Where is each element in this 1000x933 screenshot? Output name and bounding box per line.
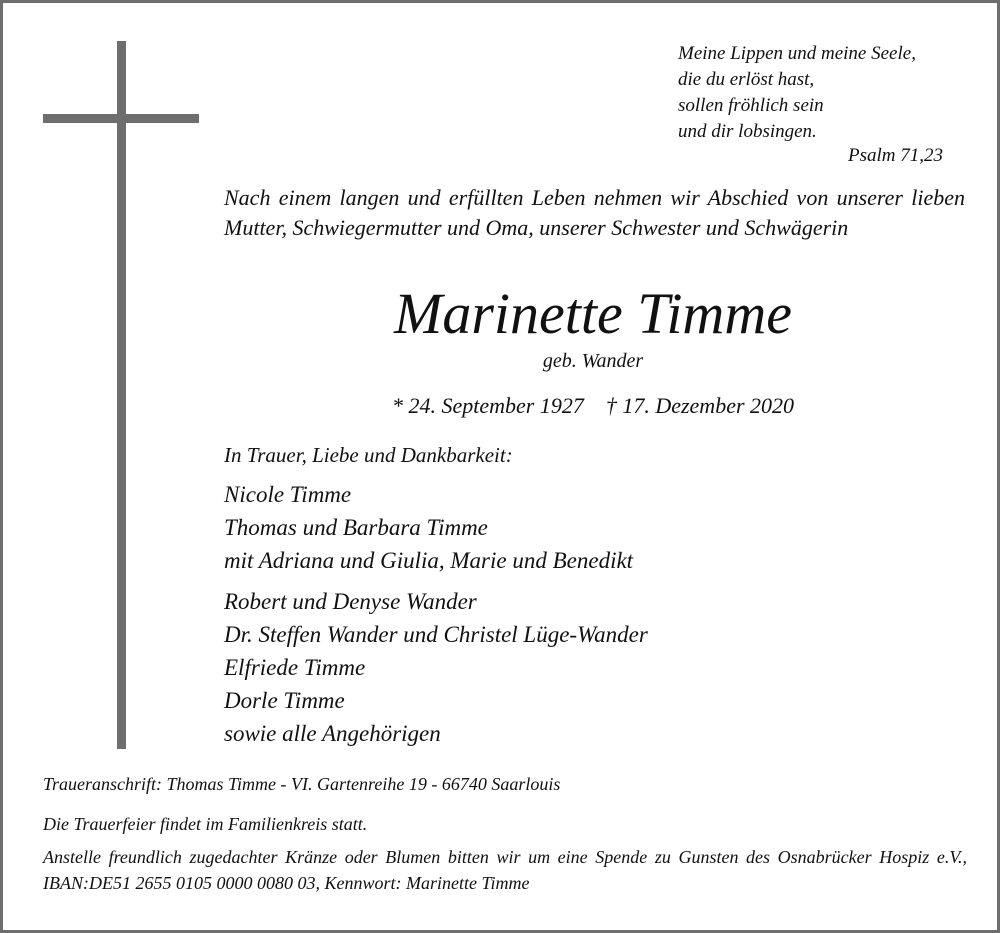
psalm-reference: Psalm 71,23 (848, 145, 943, 166)
mourners-group-1 (224, 478, 633, 577)
mourners-group-2 (224, 585, 648, 750)
mourner-name: Nicole Timme (224, 482, 352, 507)
maiden-name: geb. Wander (542, 350, 644, 372)
cross-symbol-vertical (117, 41, 126, 749)
psalm-line: und dir lobsingen. (678, 121, 817, 142)
mourner-name: Thomas und Barbara Timme (224, 515, 488, 540)
deceased-name: Marinette Timme (394, 281, 792, 346)
psalm-line: die du erlöst hast, (678, 69, 815, 90)
life-dates: * 24. September 1927 † 17. Dezember 2020 (391, 393, 795, 418)
psalm-line: Meine Lippen und meine Seele, (678, 43, 916, 64)
mourner-name: Dr. Steffen Wander und Christel Lüge-Wander (224, 622, 648, 647)
psalm-line: sollen fröhlich sein (678, 95, 824, 116)
mourner-name: Elfriede Timme (224, 655, 366, 680)
mourner-name: sowie alle Angehörigen (224, 721, 441, 746)
cross-symbol-horizontal (43, 114, 199, 123)
mourning-address: Traueranschrift: Thomas Timme - VI. Gartenreihe 19 - 66740 Saarlouis (43, 774, 561, 794)
mourning-line: In Trauer, Liebe und Dankbarkeit: (224, 443, 513, 467)
psalm-quote (678, 41, 968, 145)
mourner-name: mit Adriana und Giulia, Marie und Benedikt (224, 548, 634, 573)
donation-note: Anstelle freundlich zugedachter Kränze oder Blumen bitten wir um eine Spende zu Gunsten des Osnabrücker Hospiz e.V., IBAN:DE51 2655 0105 0000 0080 03, Kennwort: Marinette Timme (43, 847, 967, 893)
mourner-name: Robert und Denyse Wander (224, 589, 477, 614)
intro-text: Nach einem langen und erfüllten Leben nehmen wir Abschied von unserer lieben Mutter, Schwiegermutter und Oma, unserer Schwester und Schwägerin (224, 185, 965, 240)
mourner-name: Dorle Timme (224, 688, 345, 713)
ceremony-note: Die Trauerfeier findet im Familienkreis statt. (43, 814, 368, 834)
